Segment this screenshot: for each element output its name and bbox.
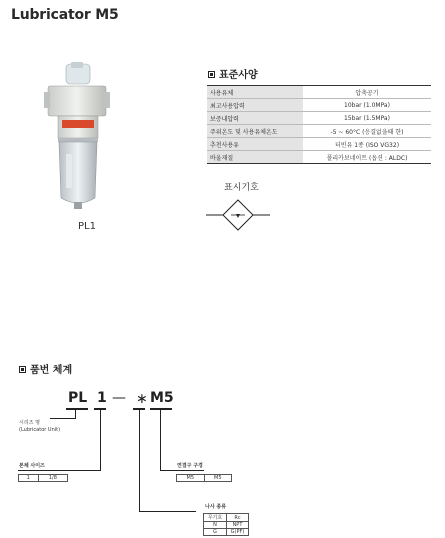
connector-line: [50, 418, 76, 419]
connection-table: M5 M5: [176, 474, 232, 482]
code-size: 1: [97, 390, 107, 406]
table-row: 보증내압력 15bar (1.5MPa): [207, 112, 431, 125]
connector-line: [139, 511, 196, 512]
table-row: 사용유체 압축공기: [207, 86, 431, 99]
spec-heading-text: 표준사양: [219, 70, 258, 81]
body-size-table: 1 1/8: [18, 474, 68, 482]
table-row: 주위온도 및 사용유체온도 -5 ~ 60°C (응결없을때 한): [207, 125, 431, 138]
square-bullet-icon: [208, 71, 215, 78]
spec-heading: [208, 66, 258, 81]
body-size-label: 본체 사이즈: [19, 463, 45, 469]
code-option: ∗: [136, 391, 148, 407]
table-row: 최고사용압력 10bar (1.0MPa): [207, 99, 431, 112]
part-heading-text: 품번 체계: [30, 365, 73, 376]
part-heading: [19, 361, 72, 376]
connector-line: [139, 409, 140, 512]
table-row: 바울재질 폴리카보네이트 (옵션 : ALDC): [207, 151, 431, 164]
code-prefix: PL: [68, 390, 88, 406]
connection-label: 연결구 구경: [177, 463, 203, 469]
code-prefix-underline: [66, 408, 88, 410]
square-bullet-icon: [19, 366, 26, 373]
spec-table: [207, 85, 431, 164]
lubricator-image: [44, 62, 110, 210]
code-port: M5: [150, 390, 174, 406]
table-row: 추천사용유 터빈유 1종 (ISO VG32): [207, 138, 431, 151]
connector-line: [160, 470, 204, 471]
code-dash: —: [112, 390, 126, 406]
connector-line: [18, 470, 101, 471]
symbol-label: 표시기호: [224, 183, 259, 193]
product-label: PL1: [78, 221, 96, 232]
page-title: Lubricator M5: [11, 7, 119, 23]
thread-label: 나사 종류: [205, 504, 227, 510]
lubricator-symbol-icon: [206, 198, 270, 232]
connector-line: [100, 409, 101, 471]
thread-table: 무기호 Rc N NPT G G(PF): [203, 513, 249, 536]
code-port-underline: [150, 408, 172, 410]
connector-line: [160, 409, 161, 471]
series-label: 시리즈 명 (Lubricator Unit): [19, 420, 61, 433]
